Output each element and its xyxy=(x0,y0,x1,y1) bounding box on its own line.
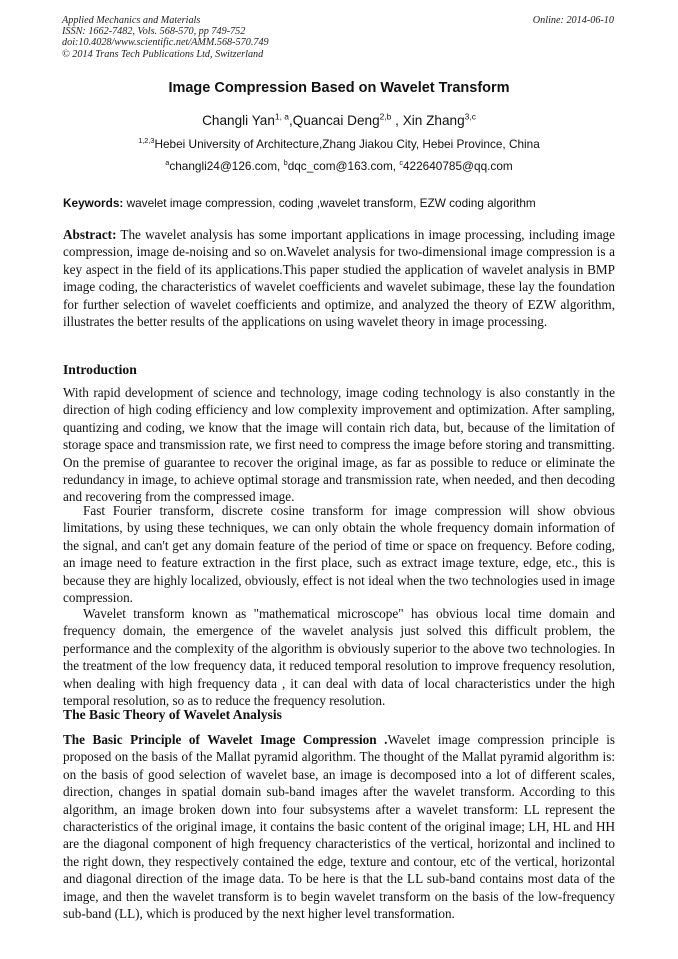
journal-name: Applied Mechanics and Materials xyxy=(62,15,201,26)
email-line xyxy=(0,159,678,173)
basic-principle-label: The Basic Principle of Wavelet Image Compression . xyxy=(63,732,388,747)
email-link: 422640785@qq.com xyxy=(403,159,513,173)
email-superscript: a xyxy=(165,158,170,168)
online-date: Online: 2014-06-10 xyxy=(532,15,614,26)
basic-principle-paragraph xyxy=(63,731,615,922)
abstract-paragraph xyxy=(63,226,615,330)
paper-title: Image Compression Based on Wavelet Transform xyxy=(168,80,510,96)
introduction-paragraph-2: Fast Fourier transform, discrete cosine transform for image compression will show obvious limitations, by using these techniques, we can only obtain the whole frequency domain information of the signal, and can't get any domain feature of the period of time or space on frequency. Before coding, an image need to feature extraction in the first place, such as extract image texture, edge, etc., this is because they are highly localized, obviously, effect is not ideal when the two technologies used in image compression. xyxy=(63,503,615,606)
email-link: dqc_com@163.com, xyxy=(287,159,400,173)
introduction-paragraph-3: Wavelet transform known as "mathematical microscope" has obvious local time domain and frequency domain, the emergence of the wavelet analysis just solved this difficult problem, the performance and the complexity of the algorithm is obviously superior to the above two technologies. In the treatment of the low frequency data, it reduced temporal resolution to improve frequency resolution, when dealing with high frequency data , it can deal with data of local characteristics under the high temporal resolution, so as to reduce the frequency resolution. xyxy=(63,606,615,709)
email-superscript: c xyxy=(399,158,403,168)
doi-line: doi:10.4028/www.scientific.net/AMM.568-570.749 xyxy=(62,37,269,49)
author-name: , Xin Zhang xyxy=(391,113,465,128)
copyright-line: © 2014 Trans Tech Publications Ltd, Switzerland xyxy=(62,48,264,60)
keywords-label: Keywords: xyxy=(63,196,124,210)
basic-principle-text: Wavelet image compression principle is proposed on the basis of the Mallat pyramid algorithm. The thought of the Mallat pyramid algorithm is: on the basis of good selection of wavelet base, an image is decomposed into a lot of different scales, direction, changes in spatial domain sub-band images after the wavelet transform. According to this algorithm, an image broken down into four subsystems after a wavelet transform: LL represent the characteristics of the original image, it contains the basic content of the original image; LH, HL and HH are the diagonal component of high frequency characteristics of the vertical, horizontal and inclined to the right down, they respectively contained the edge, texture and contour, etc of the vertical, horizontal and diagonal direction of the image data. To be here is that the LL sub-band contains most data of the image, and then the wavelet transform is to begin wavelet transform on the basis of the low-frequency sub-band (LL), which is produced by the next higher level transformation. xyxy=(63,732,616,922)
keywords-line xyxy=(63,196,615,210)
author-name: ,Quancai Deng xyxy=(288,113,380,128)
author-superscript: 3,c xyxy=(464,111,476,122)
author-superscript: 1, a xyxy=(274,111,289,122)
author-superscript: 2,b xyxy=(379,111,392,122)
author-name: Changli Yan xyxy=(202,113,275,128)
affiliation-superscript: 1,2,3 xyxy=(138,136,155,146)
issn-line: ISSN: 1662-7482, Vols. 568-570, pp 749-752 xyxy=(62,26,246,38)
basic-theory-heading: The Basic Theory of Wavelet Analysis xyxy=(63,707,282,722)
email-link: changli24@126.com, xyxy=(169,159,284,173)
introduction-heading: Introduction xyxy=(63,362,137,377)
journal-header xyxy=(62,15,614,60)
email-superscript: b xyxy=(283,158,288,168)
author-line xyxy=(0,113,678,128)
affiliation-text: Hebei University of Architecture,Zhang Jiakou City, Hebei Province, China xyxy=(154,137,540,151)
keywords-text: wavelet image compression, coding ,wavelet transform, EZW coding algorithm xyxy=(123,196,536,210)
abstract-text: The wavelet analysis has some important applications in image processing, including image compression, image de-noising and so on.Wavelet analysis for two-dimensional image compression is a key aspect in the field of its applications.This paper studied the application of wavelet analysis in BMP image coding, the characteristics of wavelet coefficients and wavelet subimage, these lay the foundation for further selection of wavelet coefficients and optimize, and analyzed the theory of EZW algorithm, illustrates the better results of the applications on using wavelet theory in image processing. xyxy=(63,227,615,330)
introduction-paragraph-1: With rapid development of science and technology, image coding technology is also constantly in the direction of high coding efficiency and low complexity improvement and optimization. After sampling, quantizing and coding, we know that the image will contain rich data, but, because of the limitation of storage space and transmission rate, we first need to compress the image before storing and transmitting. On the premise of guarantee to recover the original image, as far as possible to reduce or eliminate the redundancy in image, to achieve optimal storage and transmission rate, when needed, and then decoding and recovering from the compressed image. xyxy=(63,385,615,505)
abstract-label: Abstract: xyxy=(63,227,117,242)
affiliation-line xyxy=(0,137,678,151)
